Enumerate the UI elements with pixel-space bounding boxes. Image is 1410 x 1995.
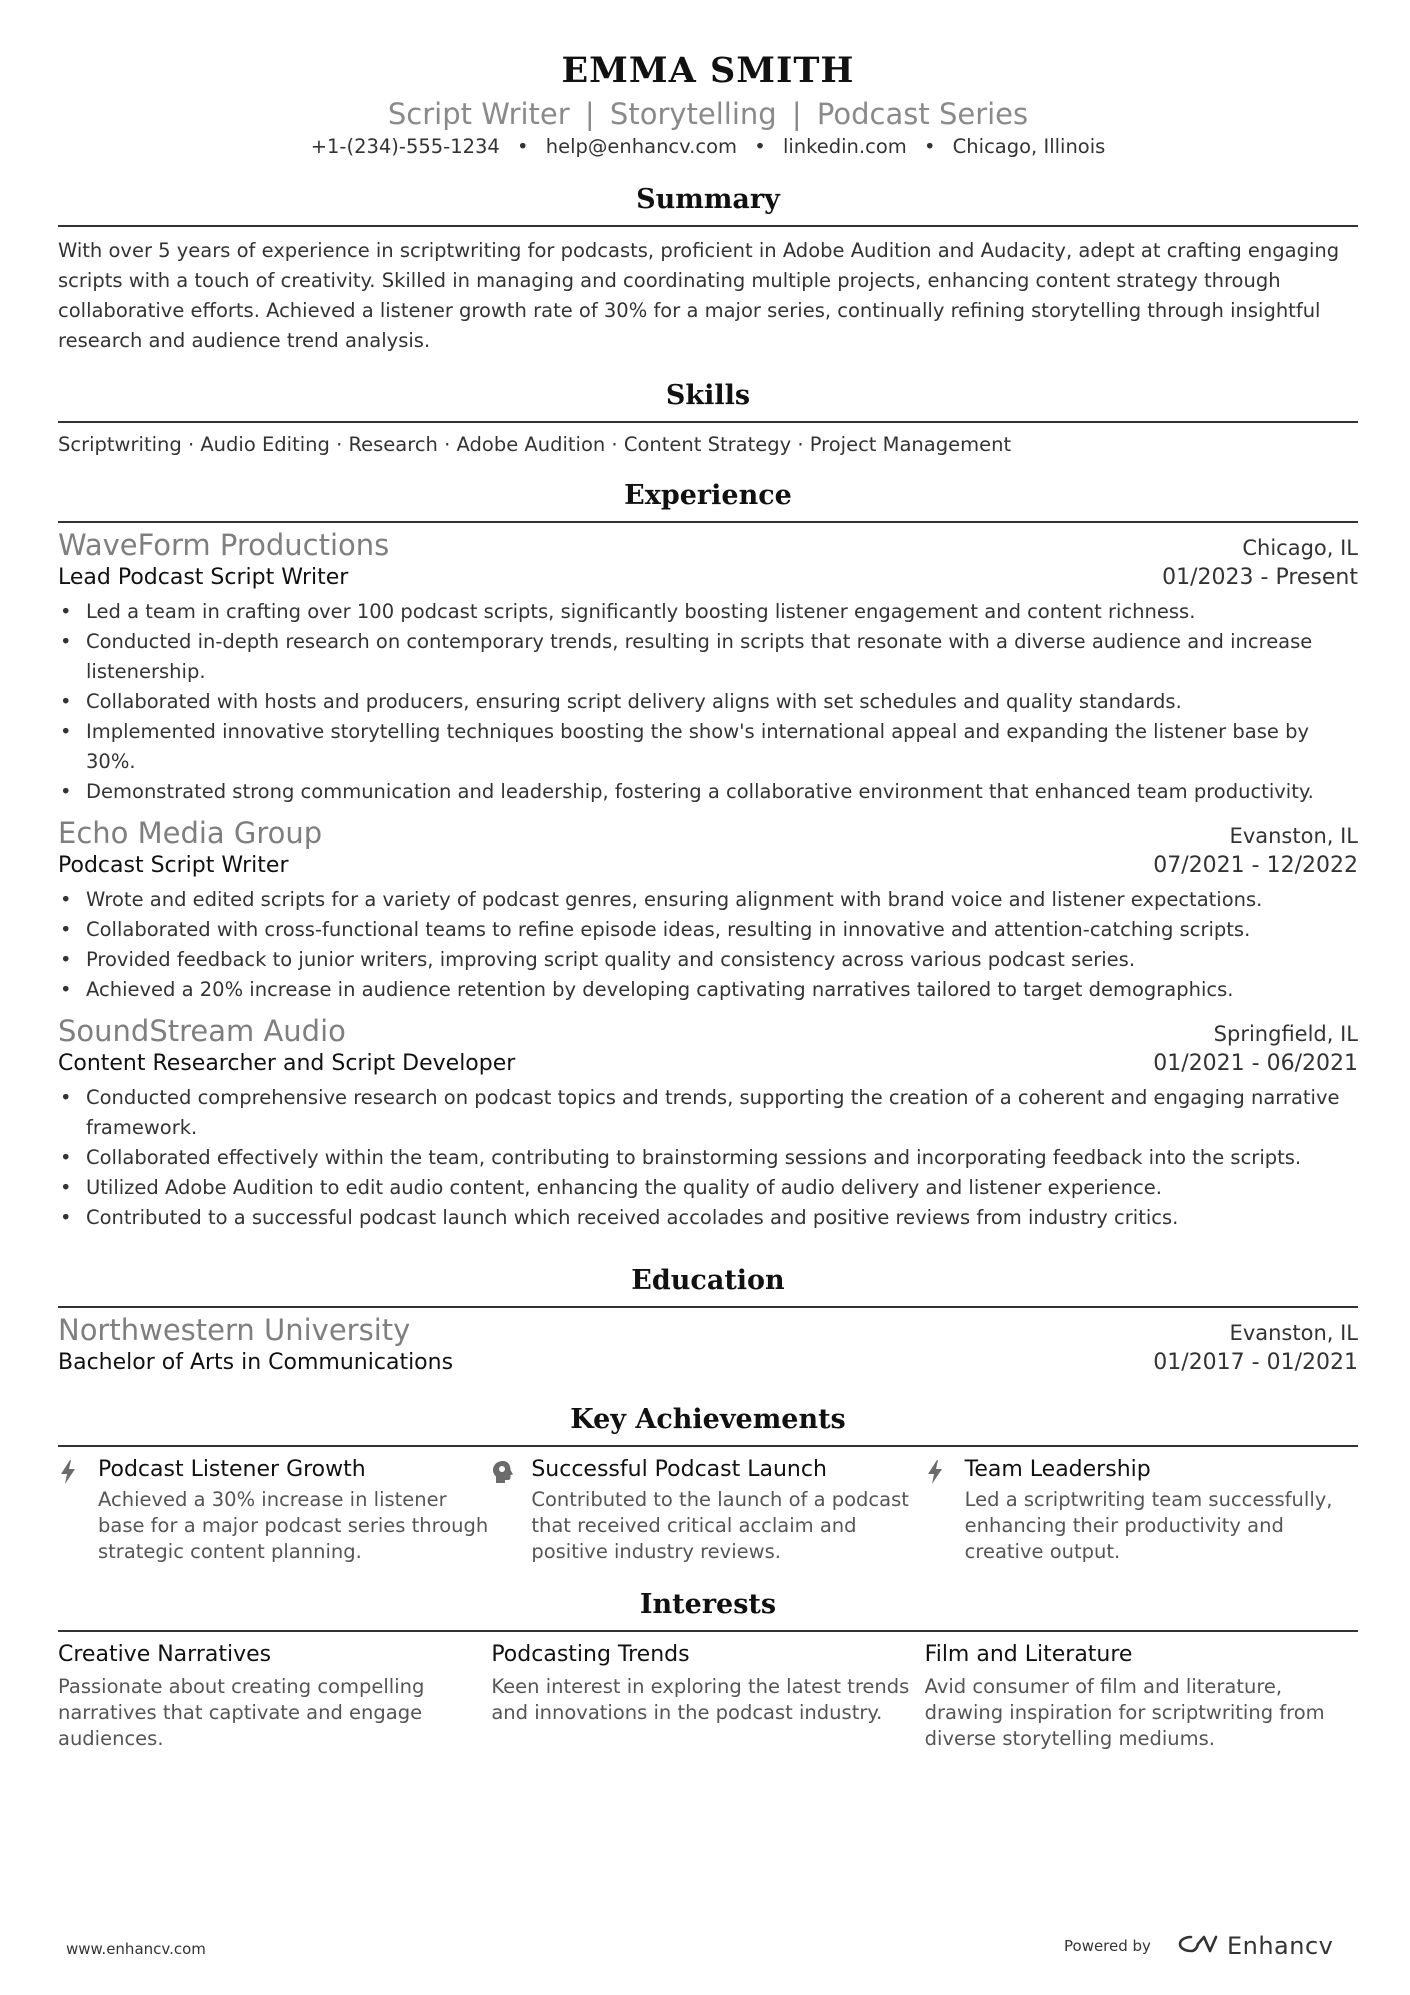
- headline-title-1: Script Writer: [387, 97, 570, 131]
- interest-description: Passionate about creating compelling narratives that captivate and engage audiences.: [58, 1675, 425, 1750]
- company-name: SoundStream Audio: [58, 1014, 346, 1048]
- achievement-description: Achieved a 30% increase in listener base for a major podcast series through strategic content planning.: [98, 1488, 489, 1563]
- job-bullets: [58, 597, 1358, 807]
- section-title-summary: Summary: [636, 184, 780, 215]
- section-title-education: Education: [631, 1265, 785, 1296]
- contact-email[interactable]: help@enhancv.com: [545, 135, 738, 158]
- achievement-title: Team Leadership: [964, 1457, 1151, 1482]
- bullet-item: • Collaborated with cross-functional teams to refine episode ideas, resulting in innovative and attention-catching scripts.: [86, 915, 1358, 945]
- bullet-item: • Conducted comprehensive research on podcast topics and trends, supporting the creation of a coherent and engaging narrative framework.: [86, 1083, 1358, 1143]
- powered-by-label: Powered by: [1064, 1937, 1151, 1955]
- section-title-skills: Skills: [665, 380, 751, 411]
- summary-text: With over 5 years of experience in scriptwriting for podcasts, proficient in Adobe Audition and Audacity, adept at crafting engaging scripts with a touch of creativity. Skilled in managing and coordinating multiple projects, enhancing content strategy through collaborative efforts. Achieved a listener growth rate of 30% for a major series, continually refining storytelling through insightful research and audience trend analysis.: [58, 239, 1340, 352]
- candidate-name: EMMA SMITH: [561, 50, 855, 91]
- section-title-experience: Experience: [624, 480, 792, 511]
- bullet-item: • Wrote and edited scripts for a variety of podcast genres, ensuring alignment with brand voice and listener expectations.: [86, 885, 1358, 915]
- section-divider: [58, 421, 1358, 423]
- achievement-item: [58, 1455, 491, 1565]
- experience-section: [58, 478, 1358, 1233]
- bullet-item: • Achieved a 20% increase in audience retention by developing captivating narratives tailored to target demographics.: [86, 975, 1358, 1005]
- job-location: Springfield, IL: [1213, 1022, 1358, 1046]
- experience-entry: [58, 527, 1358, 807]
- headline-separator: |: [584, 97, 595, 131]
- job-dates: 07/2021 - 12/2022: [1153, 853, 1358, 878]
- bullet-item: • Collaborated effectively within the team, contributing to brainstorming sessions and incorporating feedback into the scripts.: [86, 1143, 1358, 1173]
- achievements-section: [58, 1402, 1358, 1565]
- degree-name: Bachelor of Arts in Communications: [58, 1350, 454, 1375]
- school-location: Evanston, IL: [1229, 1321, 1358, 1345]
- job-title: Lead Podcast Script Writer: [58, 565, 349, 590]
- headline-title-3: Podcast Series: [816, 97, 1029, 131]
- job-location: Chicago, IL: [1242, 536, 1358, 560]
- section-divider: [58, 1306, 1358, 1308]
- job-bullets: [58, 885, 1358, 1005]
- contact-phone: +1-(234)-555-1234: [310, 135, 500, 158]
- interest-item: [491, 1640, 924, 1752]
- footer-branding: [1064, 1932, 1333, 1960]
- interest-item: [925, 1640, 1358, 1752]
- job-dates: 01/2023 - Present: [1162, 565, 1358, 590]
- resume-page: [58, 0, 1358, 1752]
- head-profile-icon: [491, 1455, 531, 1565]
- contact-linkedin[interactable]: linkedin.com: [782, 135, 907, 158]
- contact-separator: •: [517, 135, 529, 158]
- interest-title: Film and Literature: [924, 1642, 1133, 1667]
- interest-title: Podcasting Trends: [491, 1642, 690, 1667]
- headline-separator: |: [791, 97, 802, 131]
- achievement-title: Podcast Listener Growth: [98, 1457, 366, 1482]
- contact-separator: •: [923, 135, 936, 158]
- company-name: Echo Media Group: [58, 816, 323, 850]
- section-divider: [58, 225, 1358, 227]
- bullet-item: • Led a team in crafting over 100 podcast scripts, significantly boosting listener engagement and content richness.: [86, 597, 1358, 627]
- summary-section: [58, 182, 1358, 356]
- resume-header: [58, 0, 1358, 160]
- education-dates: 01/2017 - 01/2021: [1153, 1350, 1358, 1375]
- section-divider: [58, 521, 1358, 523]
- bullet-item: • Provided feedback to junior writers, improving script quality and consistency across various podcast series.: [86, 945, 1358, 975]
- job-location: Evanston, IL: [1229, 824, 1358, 848]
- headline-title-2: Storytelling: [609, 97, 777, 131]
- contact-location: Chicago, Illinois: [952, 135, 1106, 158]
- school-name: Northwestern University: [58, 1313, 411, 1347]
- interest-item: [58, 1640, 491, 1752]
- bullet-item: • Conducted in-depth research on contemporary trends, resulting in scripts that resonate with a diverse audience and increase listenership.: [86, 627, 1358, 687]
- achievement-title: Successful Podcast Launch: [531, 1457, 827, 1482]
- experience-entry: [58, 1013, 1358, 1233]
- bullet-item: • Collaborated with hosts and producers, ensuring script delivery aligns with set schedules and quality standards.: [86, 687, 1358, 717]
- footer-website[interactable]: www.enhancv.com: [66, 1940, 206, 1958]
- interest-title: Creative Narratives: [58, 1642, 272, 1667]
- contact-separator: •: [754, 135, 766, 158]
- achievement-description: Led a scriptwriting team successfully, enhancing their productivity and creative output.: [964, 1488, 1333, 1563]
- skills-section: [58, 378, 1358, 460]
- enhancv-logo-icon: [1177, 1933, 1219, 1959]
- education-section: [58, 1263, 1358, 1378]
- bullet-item: • Implemented innovative storytelling techniques boosting the show's international appeal and expanding the listener base by 30%.: [86, 717, 1358, 777]
- brand-name: Enhancv: [1226, 1932, 1334, 1960]
- lightning-bolt-icon: [58, 1455, 98, 1565]
- section-divider: [58, 1445, 1358, 1447]
- company-name: WaveForm Productions: [58, 528, 390, 562]
- section-title-achievements: Key Achievements: [570, 1404, 846, 1435]
- interests-section: [58, 1587, 1358, 1752]
- job-bullets: [58, 1083, 1358, 1233]
- achievement-item: [925, 1455, 1358, 1565]
- skills-list: Scriptwriting · Audio Editing · Research · Adobe Audition · Content Strategy · Project Management: [58, 433, 1012, 456]
- headline-titles: [58, 94, 1358, 134]
- job-dates: 01/2021 - 06/2021: [1153, 1051, 1358, 1076]
- interest-description: Keen interest in exploring the latest trends and innovations in the podcast industry.: [491, 1675, 910, 1724]
- interest-description: Avid consumer of film and literature, drawing inspiration for scriptwriting from diverse storytelling mediums.: [924, 1675, 1325, 1750]
- bullet-item: • Contributed to a successful podcast launch which received accolades and positive reviews from industry critics.: [86, 1203, 1358, 1233]
- job-title: Podcast Script Writer: [58, 853, 289, 878]
- job-title: Content Researcher and Script Developer: [58, 1051, 516, 1076]
- achievement-item: [491, 1455, 924, 1565]
- section-divider: [58, 1630, 1358, 1632]
- achievement-description: Contributed to the launch of a podcast that received critical acclaim and positive industry reviews.: [531, 1488, 909, 1563]
- bullet-item: • Demonstrated strong communication and leadership, fostering a collaborative environment that enhanced team productivity.: [86, 777, 1358, 807]
- section-title-interests: Interests: [639, 1589, 777, 1620]
- experience-entry: [58, 815, 1358, 1005]
- bullet-item: • Utilized Adobe Audition to edit audio content, enhancing the quality of audio delivery and listener experience.: [86, 1173, 1358, 1203]
- lightning-bolt-icon: [925, 1455, 965, 1565]
- contact-line: [58, 134, 1358, 160]
